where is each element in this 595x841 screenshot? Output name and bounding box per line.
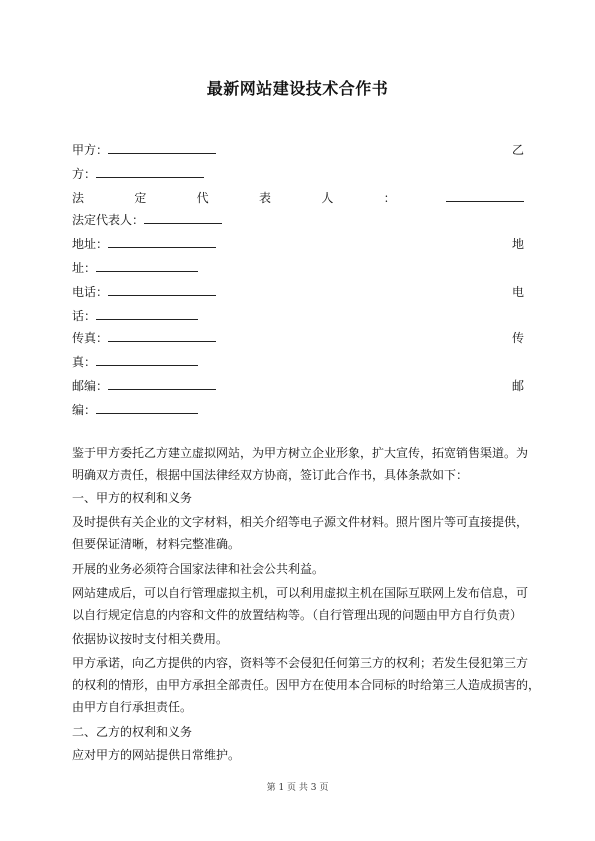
party-a-row — [72, 141, 524, 159]
zip-blank-a — [108, 377, 216, 390]
paragraph-line: 依据协议按时支付相关费用。 — [72, 632, 229, 646]
phone-blank-a — [108, 283, 216, 296]
paragraph-line: 应对甲方的网站提供日常维护。 — [72, 748, 241, 762]
fax-b-label-end: 真： — [72, 355, 97, 369]
paragraph-line: 及时提供有关企业的文字材料，相关介绍等电子源文件材料。照片图片等可直接提供， — [72, 515, 529, 529]
clause-materials — [72, 511, 529, 555]
clause-commitment — [72, 652, 541, 718]
zip-b-label-end: 编： — [72, 403, 97, 417]
address-b-label-start: 地 — [511, 237, 524, 251]
paragraph-line: 的权利的情形，由甲方承担全部责任。因甲方在使用本合同标的时给第三人造成损害的， — [72, 678, 541, 692]
phone-b-row — [72, 307, 524, 325]
paragraph-line: 网站建成后，可以自行管理虚拟主机，可以利用虚拟主机在国际互联网上发布信息，可 — [72, 586, 529, 600]
legal-rep-b-label: 法定代表人： — [72, 213, 145, 227]
party-b-blank — [96, 165, 204, 178]
page-footer: 第 1 页 共 3 页 — [266, 783, 329, 793]
phone-blank-b — [96, 307, 198, 320]
address-blank-b — [96, 259, 198, 272]
document-title: 最新网站建设技术合作书 — [206, 79, 389, 98]
zip-blank-b — [96, 401, 198, 414]
fax-b-row — [72, 353, 524, 371]
fax-blank-a — [108, 329, 216, 342]
section-heading-party-a — [72, 487, 524, 509]
paragraph-line: 鉴于甲方委托乙方建立虚拟网站，为甲方树立企业形象，扩大宣传，拓宽销售渠道。为 — [72, 446, 529, 460]
legal-rep-blank-b — [144, 211, 222, 224]
phone-label: 电话： — [72, 285, 109, 299]
clause-hosting — [72, 582, 529, 626]
party-a-label: 甲方： — [72, 143, 109, 157]
paragraph-line: 甲方承诺，向乙方提供的内容，资料等不会侵犯任何第三方的权利；若发生侵犯第三方 — [72, 656, 529, 670]
phone-b-label-start: 电 — [511, 285, 524, 299]
paragraph-line: 以自行规定信息的内容和文件的放置结构等。（自行管理出现的问题由甲方自行负责） — [72, 608, 523, 622]
intro-paragraph — [72, 442, 529, 486]
zip-b-row — [72, 401, 524, 419]
heading-line: 二、乙方的权利和义务 — [72, 725, 193, 739]
zip-b-label-start: 邮 — [511, 379, 524, 393]
party-a-blank — [108, 141, 216, 154]
address-b-label-end: 址： — [72, 261, 97, 275]
zip-label: 邮编： — [72, 379, 109, 393]
fax-label: 传真： — [72, 331, 109, 345]
clause-maintenance — [72, 744, 524, 766]
party-b-row — [72, 165, 524, 183]
paragraph-line: 但要保证清晰，材料完整准确。 — [72, 537, 241, 551]
section-heading-party-b — [72, 721, 524, 743]
address-row — [72, 235, 524, 253]
legal-rep-char-2: 定 — [134, 191, 147, 205]
party-b-label-end: 方： — [72, 167, 97, 181]
legal-rep-char-6: ： — [383, 191, 396, 205]
paragraph-line: 明确双方责任，根据中国法律经双方协商，签订此合作书，具体条款如下： — [72, 468, 469, 482]
legal-rep-char-3: 代 — [196, 191, 209, 205]
paragraph-line: 开展的业务必须符合国家法律和社会公共利益。 — [72, 562, 325, 576]
paragraph-line: 由甲方自行承担责任。 — [72, 700, 193, 714]
legal-rep-char-4: 表 — [258, 191, 271, 205]
legal-rep-row — [72, 189, 524, 207]
legal-rep-char-1: 法 — [72, 191, 85, 205]
fax-blank-b — [96, 353, 198, 366]
heading-line: 一、甲方的权利和义务 — [72, 491, 193, 505]
legal-rep-blank-a — [446, 189, 524, 202]
clause-legal-business — [72, 558, 524, 580]
fax-row — [72, 329, 524, 347]
clause-payment — [72, 628, 524, 650]
address-b-row — [72, 259, 524, 277]
phone-row — [72, 283, 524, 301]
address-blank-a — [108, 235, 216, 248]
legal-rep-b-row — [72, 211, 524, 229]
legal-rep-char-5: 人 — [321, 191, 334, 205]
phone-b-label-end: 话： — [72, 309, 97, 323]
fax-b-label-start: 传 — [511, 331, 524, 345]
party-b-label-start: 乙 — [511, 143, 524, 157]
address-label: 地址： — [72, 237, 109, 251]
zip-row — [72, 377, 524, 395]
